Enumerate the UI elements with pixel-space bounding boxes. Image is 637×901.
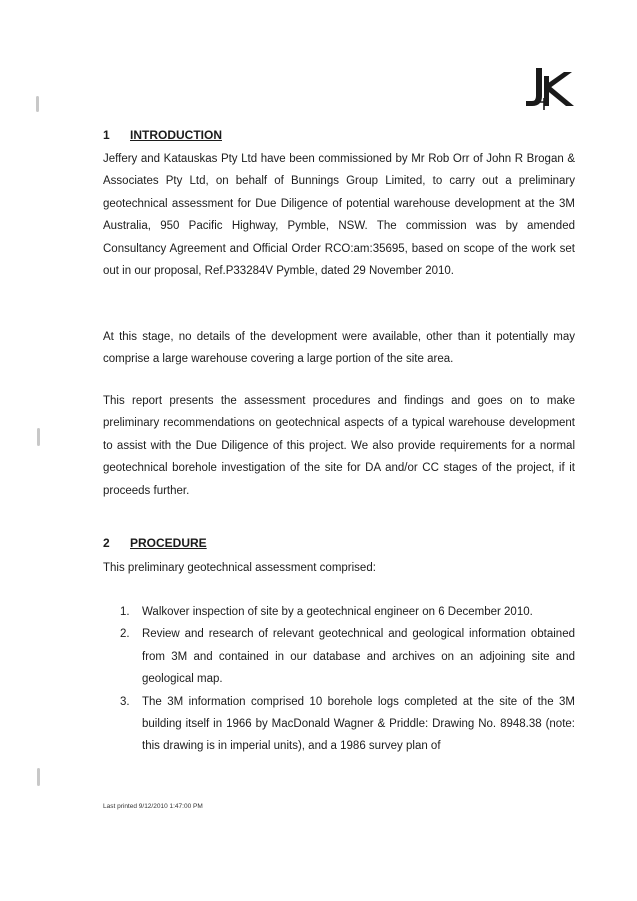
punch-mark [37,768,40,786]
section-title: INTRODUCTION [130,128,222,142]
introduction-paragraph: This report presents the assessment procedures and findings and goes on to make preliminary recommendations on geotechnical aspects of a typical warehouse development to assist with the Due Diligence of this project. We also provide requirements for a normal geotechnical borehole investigation of the site for DA and/or CC stages of the project, if it proceeds further. [103,395,575,497]
procedure-list [120,601,575,758]
list-item-text: Walkover inspection of site by a geotechnical engineer on 6 December 2010. [142,606,533,618]
list-item [120,623,575,690]
introduction-paragraph: Jeffery and Katauskas Pty Ltd have been commissioned by Mr Rob Orr of John R Brogan & Associates Pty Ltd, on behalf of Bunnings Group Limited, to carry out a preliminary geotechnical assessment for Due Diligence of potential warehouse development at the 3M Australia, 950 Pacific Highway, Pymble, NSW. The commission was by amended Consultancy Agreement and Official Order RCO:am:35695, based on scope of the work set out in our proposal, Ref.P33284V Pymble, dated 29 November 2010. [103,153,575,278]
section-heading-procedure [103,535,207,551]
list-item-text: The 3M information comprised 10 borehole logs completed at the site of the 3M building itself in 1966 by MacDonald Wagner & Priddle: Drawing No. 8948.38 (note: this drawing is in imperial units), and a 1986 survey plan of [142,695,575,753]
punch-mark [36,96,39,112]
introduction-paragraph: At this stage, no details of the development were available, other than it potentially may comprise a large warehouse covering a large portion of the site area. [103,331,575,366]
list-item-number: 2. [120,628,130,641]
section-title: PROCEDURE [130,536,207,550]
punch-mark [37,428,40,446]
jk-logo-icon [520,66,576,112]
print-footer: Last printed 9/12/2010 1:47:00 PM [103,803,203,810]
list-item-number: 1. [120,606,130,618]
section-number: 2 [103,536,110,550]
section-heading-introduction [103,127,222,143]
section-number: 1 [103,128,110,142]
list-item [120,601,575,623]
list-item-number: 3. [120,695,130,708]
procedure-intro: This preliminary geotechnical assessment comprised: [103,562,376,574]
list-item-text: Review and research of relevant geotechnical and geological information obtained from 3M and contained in our database and archives on an adjoining site and geological map. [142,628,575,686]
list-item [120,691,575,758]
